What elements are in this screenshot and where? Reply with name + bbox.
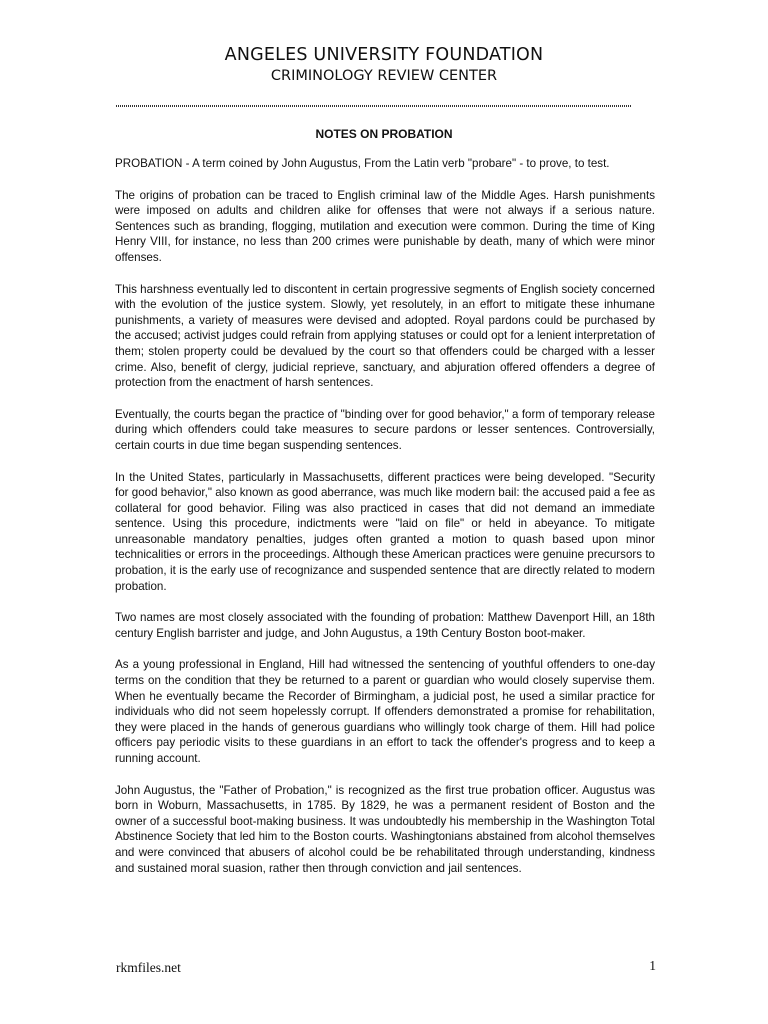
paragraph-origins: The origins of probation can be traced to English criminal law of the Middle Ages. Harsh punishments were imposed on adults and children alike for offenses that were not always if a serious nature. Sentences such as branding, flogging, mutilation and execution were common. During the time of King Henry VIII, for instance, no less than 200 crimes were punishable by death, many of which were minor offenses. xyxy=(115,188,655,264)
paragraph-definition: PROBATION - A term coined by John Augustus, From the Latin verb "probare" - to prove, to test. xyxy=(115,157,610,170)
document-header xyxy=(0,44,768,86)
page-title: NOTES ON PROBATION xyxy=(315,127,453,141)
page-number: 1 xyxy=(649,958,656,973)
paragraph-binding-over: Eventually, the courts began the practice of "binding over for good behavior," a form of temporary release during which offenders could take measures to secure pardons or lesser sentences. Controversially, certain courts in due time began suspending sentences. xyxy=(115,407,655,452)
paragraph-hill: As a young professional in England, Hill had witnessed the sentencing of youthful offenders to one-day terms on the condition that they be returned to a parent or guardian who would closely supervise them. When he eventually became the Recorder of Birmingham, a judicial post, he used a similar practice for individuals who did not seem hopelessly corrupt. If offenders demonstrated a promise for rehabilitation, they were placed in the hands of generous guardians who willingly took charge of them. Hill had police officers pay periodic visits to these guardians in an effort to tack the offender's progress and to keep a running account. xyxy=(115,658,655,765)
paragraph-augustus: John Augustus, the "Father of Probation," is recognized as the first true probation officer. Augustus was born in Woburn, Massachusetts, in 1785. By 1829, he was a permanent resident of Boston and the owner of a successful boot-making business. It was undoubtedly his membership in the Washington Total Abstinence Society that led him to the Boston courts. Washingtonians abstained from alcohol themselves and were convinced that abusers of alcohol could be be rehabilitated through understanding, kindness and sustained moral suasion, rather then through conviction and jail sentences. xyxy=(115,783,655,875)
organization-name: ANGELES UNIVERSITY FOUNDATION xyxy=(224,45,544,65)
footer-source: rkmfiles.net xyxy=(116,960,181,975)
paragraph-united-states: In the United States, particularly in Massachusetts, different practices were being developed. "Security for good behavior," also known as good aberrance, was much like modern bail: the accused paid a fee as collateral for good behavior. Filing was also practiced in cases that did not demand an immediate sentence. Using this procedure, indictments were "laid on file" or held in abeyance. To mitigate unreasonable mandatory penalties, judges often granted a motion to quash based upon minor technicalities or errors in the proceedings. Although these American practices were genuine precursors to probation, it is the early use of recognizance and suspended sentence that are directly related to modern probation. xyxy=(115,470,655,593)
document-body xyxy=(115,156,655,892)
paragraph-founders: Two names are most closely associated with the founding of probation: Matthew Davenport Hill, an 18th century English barrister and judge, and John Augustus, a 19th Century Boston boot-maker. xyxy=(115,611,655,640)
header-divider xyxy=(116,105,632,107)
review-center-name: CRIMINOLOGY REVIEW CENTER xyxy=(270,68,498,84)
paragraph-harshness: This harshness eventually led to discontent in certain progressive segments of English society concerned with the evolution of the justice system. Slowly, yet resolutely, in an effort to mitigate these inhumane punishments, a variety of measures were devised and adopted. Royal pardons could be purchased by the accused; activist judges could refrain from applying statuses or could opt for a lenient interpretation of them; stolen property could be devalued by the court so that offenders could be charged with a lesser crime. Also, benefit of clergy, judicial reprieve, sanctuary, and abjuration offered offenders a degree of protection from the enactment of harsh sentences. xyxy=(115,282,655,390)
